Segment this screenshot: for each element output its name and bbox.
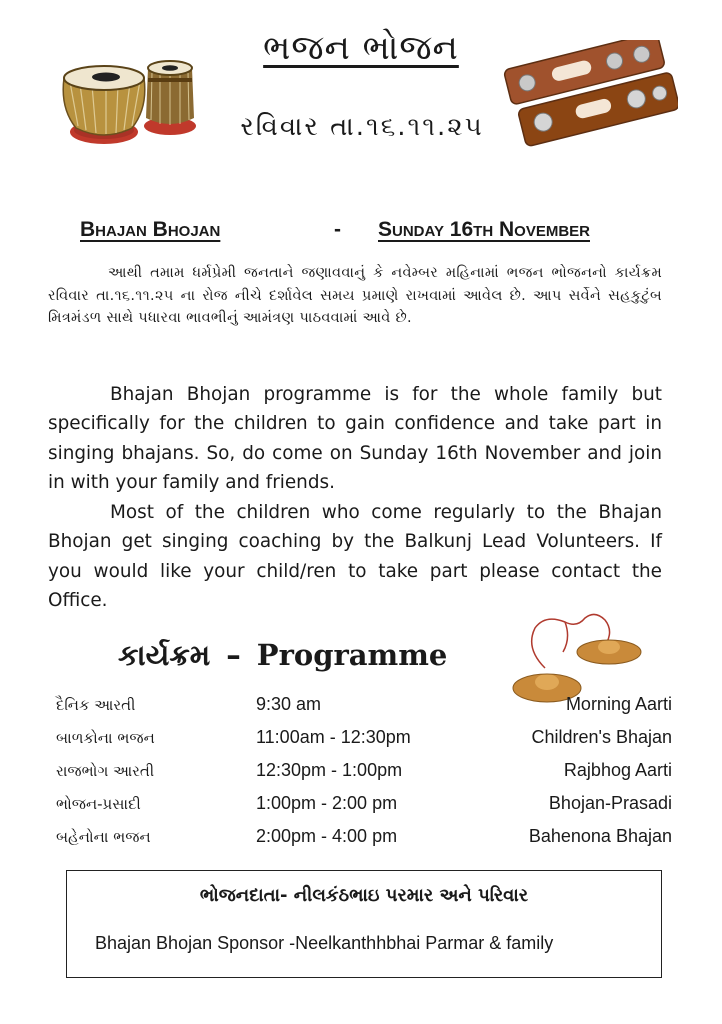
schedule-time: 1:00pm - 2:00 pm [256,793,398,813]
programme-heading-gujarati: કાર્યક્રમ [118,638,211,672]
schedule-row [56,791,672,824]
schedule-item-gujarati: બાળકોના ભજન [56,729,155,747]
programme-heading-dash: – [226,638,241,672]
kartal-icon [502,40,678,150]
intro-paragraph-gujarati: આથી તમામ ધર્મપ્રેમી જનતાને જણાવવાનું કે નવેમ્બર મહિનામાં ભજન ભોજનનો કાર્યક્રમ રવિવાર તા.૧૬.૧૧.૨૫ ના રોજ નીચે દર્શાવેલ સમય પ્રમાણે રાખવામાં આવેલ છે. આપ સર્વેને સહકુટુંબ મિત્રમંડળ સાથે પધારવા ભાવભીનું આમંત્રણ પાઠવવામાં આવે છે. [48,265,662,326]
schedule-row [56,824,672,857]
schedule-item-english: Bhojan-Prasadi [548,793,672,813]
schedule-item-english: Rajbhog Aarti [563,760,672,780]
schedule-row [56,725,672,758]
schedule-row [56,758,672,791]
sponsor-gujarati: ભોજનદાતા- નીલકંઠભાઇ પરમાર અને પરિવાર [199,885,529,906]
programme-heading-english: Programme [256,638,448,672]
page-title-gujarati: ભજન ભોજન [263,28,459,68]
schedule-time: 11:00am - 12:30pm [256,727,411,747]
sponsor-english: Bhajan Bhojan Sponsor -Neelkanthhbhai Parmar & family [95,933,554,953]
schedule-time: 2:00pm - 4:00 pm [256,826,398,846]
schedule-time: 9:30 am [256,694,322,714]
schedule-item-english: Bahenona Bhajan [528,826,672,846]
programme-schedule [56,692,672,857]
schedule-item-gujarati: દૈનિક આરતી [56,696,136,714]
coaching-paragraph-english: Most of the children who come regularly to the Bhajan Bhojan get singing coaching by the Balkunj Lead Volunteers. If you would like your child/ren to take part please contact the Office. [48,502,662,612]
programme-heading [118,638,447,682]
schedule-item-gujarati: રાજભોગ આરતી [56,762,155,780]
headline-dash: - [334,218,341,241]
schedule-item-english: Children's Bhajan [531,727,672,747]
schedule-row [56,692,672,725]
schedule-item-english: Morning Aarti [565,694,672,714]
headline [80,214,650,250]
schedule-item-gujarati: બહેનોના ભજન [56,828,151,846]
headline-date: Sunday 16th November [378,218,590,241]
event-date-gujarati: રવિવાર તા.૧૬.૧૧.૨૫ [240,112,484,142]
sponsor-box [66,870,662,978]
intro-paragraph-english: Bhajan Bhojan programme is for the whole family but specifically for the children to gain confidence and take part in singing bhajans. So, do come on Sunday 16th November and join in with your family and friends. [48,384,662,494]
schedule-item-gujarati: ભોજન-પ્રસાદી [56,795,141,813]
schedule-time: 12:30pm - 1:00pm [256,760,403,780]
tabla-icon [56,38,206,154]
headline-title: Bhajan Bhojan [80,218,221,241]
